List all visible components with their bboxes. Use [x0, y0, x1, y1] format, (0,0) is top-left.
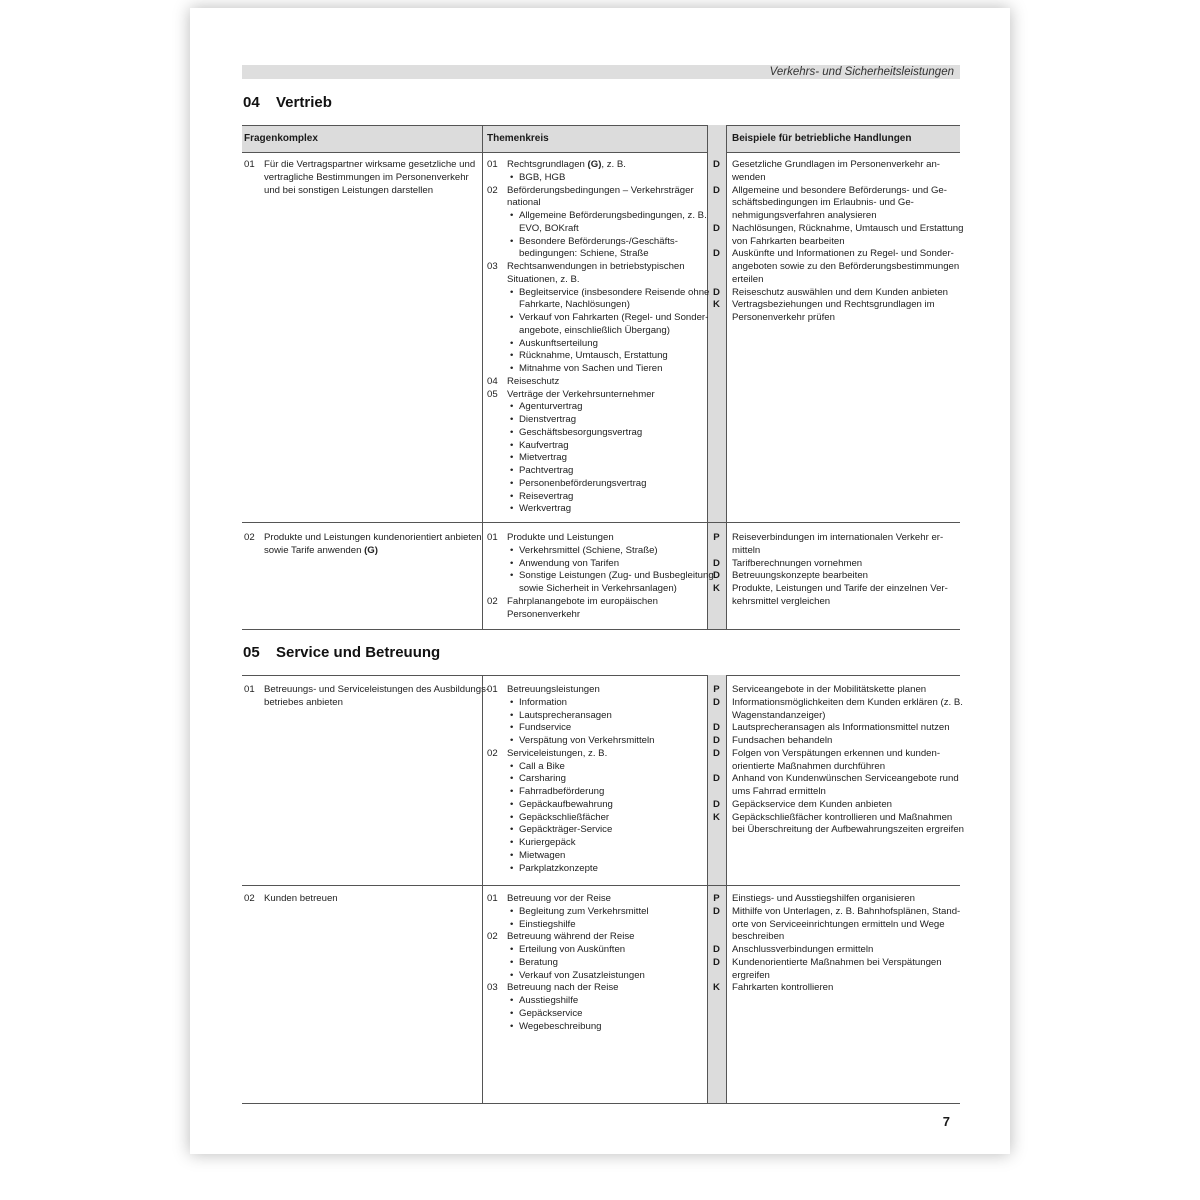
bullet-icon: •	[510, 171, 514, 183]
themen-bullet-item: • Verkehrsmittel (Schiene, Straße)	[510, 544, 658, 556]
competence-letter	[707, 172, 726, 185]
competence-letter	[707, 274, 726, 287]
beispiel-line: wenden	[732, 171, 766, 183]
competence-letter: K	[713, 299, 720, 311]
themen-item: 05 Verträge der Verkehrsunternehmer	[487, 388, 655, 400]
section-number: 04	[243, 94, 260, 111]
frage-line	[244, 532, 480, 545]
beispiel-line: Reiseschutz auswählen und dem Kunden anbieten	[732, 286, 949, 298]
bullet-icon: •	[510, 286, 514, 298]
beispiel-line: Reiseverbindungen im internationalen Verkehr er-	[732, 532, 944, 543]
beispiele-cell	[732, 893, 961, 995]
themen-cell	[487, 893, 705, 1033]
bullet-icon: •	[510, 337, 514, 349]
themen-bullet-item: • Besondere Beförderungs-/Geschäfts-	[510, 235, 678, 247]
themen-bullet-item: • Information	[510, 696, 567, 708]
themen-bullet-item: • Mietvertrag	[510, 452, 567, 464]
bullet-icon: •	[510, 786, 514, 797]
bullet-icon: •	[510, 439, 514, 451]
beispiele-cell	[732, 159, 964, 325]
themen-cell	[487, 684, 705, 875]
themen-bullet-item: • Begleitservice (insbesondere Reisende ohne	[510, 286, 710, 298]
bullet-icon: •	[510, 969, 514, 981]
themen-item: 02 Betreuung während der Reise	[487, 931, 635, 943]
themen-item: 03 Betreuung nach der Reise	[487, 982, 619, 994]
themen-number: 01	[487, 684, 498, 695]
beispiel-line: Lautsprecheransagen als Informationsmittel nutzen	[732, 722, 950, 734]
themen-item: 01 Rechtsgrundlagen (G), z. B.	[487, 159, 626, 170]
bullet-icon: •	[510, 995, 514, 1006]
beispiel-line: Mithilfe von Unterlagen, z. B. Bahnhofsplänen, Stand-	[732, 905, 961, 917]
themen-item: 02 Serviceleistungen, z. B.	[487, 747, 608, 759]
frage-text: Kunden betreuen	[264, 893, 338, 904]
bullet-icon: •	[510, 824, 514, 836]
themen-bullet-item: • Gepäckaufbewahrung	[510, 798, 613, 810]
bullet-icon: •	[510, 477, 514, 489]
beispiel-line: Personenverkehr prüfen	[732, 312, 835, 323]
beispiel-line: angeboten sowie zu den Beförderungsbestimmungen	[732, 261, 960, 272]
competence-letter: K	[713, 982, 720, 994]
themen-number: 05	[487, 388, 498, 400]
competence-letters	[707, 893, 726, 995]
beispiel-line: Fahrkarten kontrollieren	[732, 982, 834, 994]
themen-item: 01 Produkte und Leistungen	[487, 532, 614, 543]
beispiel-line: Gepäckschließfächer kontrollieren und Maßnahmen	[732, 811, 953, 823]
themen-bullet-item: • Kaufvertrag	[510, 439, 569, 451]
beispiel-line: Einstiegs- und Ausstiegshilfen organisieren	[732, 893, 915, 904]
themen-bullet-item: • Geschäftsbesorgungsvertrag	[510, 426, 643, 438]
themen-bullet-item: • Lautsprecheransagen	[510, 709, 612, 721]
competence-letter: D	[713, 159, 720, 170]
themen-bullet-item: • Call a Bike	[510, 760, 565, 772]
bullet-icon: •	[510, 452, 514, 464]
themen-bullet-item: • Wegebeschreibung	[510, 1020, 602, 1032]
themen-item: 02 Beförderungsbedingungen – Verkehrsträger	[487, 184, 694, 196]
section-heading: Vertrieb	[276, 94, 332, 111]
themen-bullet-item: • Gepäckträger-Service	[510, 824, 613, 836]
themen-bullet-item: • Gepäckservice	[510, 1007, 583, 1019]
competence-letter	[707, 786, 726, 799]
table-service	[242, 675, 964, 1103]
beispiel-line: Nachlösungen, Rücknahme, Umtausch und Erstattung	[732, 222, 964, 234]
themen-bullet-item: • Anwendung von Tarifen	[510, 557, 620, 569]
beispiel-line: Kundenorientierte Maßnahmen bei Verspätungen	[732, 956, 942, 968]
themen-bullet-item: • Begleitung zum Verkehrsmittel	[510, 905, 649, 917]
table-bottom-rule	[242, 629, 960, 630]
header-fragenkomplex: Fragenkomplex	[244, 133, 318, 144]
competence-letters	[707, 159, 726, 312]
themen-bullet-item: • Dienstvertrag	[510, 414, 577, 425]
row-divider	[242, 885, 960, 886]
competence-letter: D	[713, 747, 720, 759]
frage-cell	[244, 893, 480, 906]
themen-bullet-item: • Beratung	[510, 956, 558, 968]
themen-cell	[487, 532, 714, 621]
themen-continuation: EVO, BOKraft	[519, 222, 579, 234]
competence-letter: D	[713, 735, 720, 746]
competence-letter	[707, 261, 726, 274]
bullet-icon: •	[510, 709, 514, 721]
competence-letter: D	[713, 557, 720, 569]
themen-bullet-item: • Reisevertrag	[510, 490, 574, 502]
beispiel-line: mitteln	[732, 544, 761, 556]
themen-number: 01	[487, 893, 498, 904]
competence-letter	[707, 210, 726, 223]
competence-letter: P	[713, 532, 720, 543]
themen-number: 02	[487, 184, 498, 196]
frage-text: Produkte und Leistungen kundenorientiert anbieten	[264, 532, 482, 543]
bullet-icon: •	[510, 570, 514, 582]
beispiel-line: bei Überschreitung der Aufbewahrungszeiten ergreifen	[732, 824, 964, 836]
themen-number: 01	[487, 159, 498, 170]
competence-letter: K	[713, 583, 720, 594]
beispiel-line: schäftsbedingungen im Erlaubnis- und Ge-	[732, 197, 914, 209]
themen-number: 03	[487, 982, 498, 994]
frage-line	[244, 185, 480, 198]
themen-bullet-item: • BGB, HGB	[510, 171, 566, 183]
beispiel-line: Informationsmöglichkeiten dem Kunden erklären (z. B.	[732, 696, 963, 708]
themen-bullet-item: • Mietwagen	[510, 849, 566, 861]
beispiel-line: Auskünfte und Informationen zu Regel- und Sonder-	[732, 248, 954, 260]
themen-item: 02 Fahrplanangebote im europäischen	[487, 595, 658, 607]
themen-bullet-item: • Sonstige Leistungen (Zug- und Busbegleitung	[510, 570, 714, 582]
frage-text: und bei sonstigen Leistungen darstellen	[264, 184, 434, 196]
beispiel-line: Tarifberechnungen vornehmen	[732, 557, 863, 569]
themen-bullet-item: • Werkvertrag	[510, 503, 572, 515]
bullet-icon: •	[510, 235, 514, 247]
beispiel-line: erteilen	[732, 273, 764, 285]
beispiel-line: Gepäckservice dem Kunden anbieten	[732, 798, 892, 810]
competence-letter: D	[713, 905, 720, 917]
beispiel-line: nehmigungsverfahren analysieren	[732, 210, 877, 221]
competence-letter: D	[713, 722, 720, 734]
competence-letter: D	[713, 184, 720, 196]
frage-number: 02	[244, 532, 255, 543]
themen-bullet-item: • Ausstiegshilfe	[510, 995, 579, 1006]
competence-letter	[707, 197, 726, 210]
frage-text: Für die Vertragspartner wirksame gesetzliche und	[264, 159, 476, 170]
table-bottom-rule	[242, 1103, 960, 1104]
beispiele-cell	[732, 684, 964, 837]
competence-letter: D	[713, 956, 720, 968]
bullet-icon: •	[510, 918, 514, 930]
themen-bullet-item: • Parkplatzkonzepte	[510, 862, 598, 874]
themen-bullet-item: • Auskunftserteilung	[510, 337, 598, 349]
themen-continuation: bedingungen: Schiene, Straße	[519, 248, 649, 260]
themen-bullet-item: • Rücknahme, Umtausch, Erstattung	[510, 350, 668, 362]
themen-item: 01 Betreuung vor der Reise	[487, 893, 611, 904]
bullet-icon: •	[510, 1020, 514, 1032]
bullet-icon: •	[510, 414, 514, 425]
bullet-icon: •	[510, 956, 514, 968]
frage-number: 02	[244, 893, 255, 904]
frage-text: sowie Tarife anwenden (G)	[264, 544, 378, 556]
bullet-icon: •	[510, 490, 514, 502]
frage-number: 01	[244, 159, 255, 170]
frage-text: vertragliche Bestimmungen im Personenverkehr	[264, 171, 469, 183]
competence-letter: D	[713, 773, 720, 785]
beispiel-line: Anhand von Kundenwünschen Serviceangebote rund	[732, 773, 959, 785]
themen-number: 02	[487, 747, 498, 759]
themen-number: 02	[487, 595, 498, 607]
bullet-icon: •	[510, 735, 514, 746]
g-marker: (G)	[587, 159, 602, 170]
g-marker: (G)	[364, 544, 378, 556]
competence-letter: D	[713, 570, 720, 582]
themen-number: 01	[487, 532, 498, 543]
themen-bullet-item: • Pachtvertrag	[510, 465, 574, 476]
themen-continuation: Situationen, z. B.	[507, 273, 580, 285]
frage-cell	[244, 532, 480, 558]
header-themenkreis: Themenkreis	[487, 133, 549, 144]
competence-letter	[707, 970, 726, 983]
beispiel-line: orientierte Maßnahmen durchführen	[732, 760, 886, 772]
themen-bullet-item: • Verkauf von Zusatzleistungen	[510, 969, 645, 981]
frage-line	[244, 684, 490, 697]
header-beispiele: Beispiele für betriebliche Handlungen	[732, 133, 912, 144]
themen-bullet-item: • Einstiegshilfe	[510, 918, 576, 930]
bullet-icon: •	[510, 401, 514, 413]
beispiel-line: Folgen von Verspätungen erkennen und kunden-	[732, 747, 941, 759]
bullet-icon: •	[510, 1007, 514, 1019]
bullet-icon: •	[510, 312, 514, 323]
section-title-05	[243, 644, 440, 661]
beispiel-line: Wagenstandanzeiger)	[732, 709, 826, 721]
competence-letter: D	[713, 286, 720, 298]
bullet-icon: •	[510, 557, 514, 569]
frage-line	[244, 172, 480, 185]
competence-letter: P	[713, 893, 720, 904]
beispiel-line: Allgemeine und besondere Beförderungs- und Ge-	[732, 184, 947, 196]
themen-number: 04	[487, 375, 498, 387]
bullet-icon: •	[510, 849, 514, 861]
competence-letters	[707, 684, 726, 824]
bullet-icon: •	[510, 905, 514, 917]
themen-continuation: Personenverkehr	[507, 608, 581, 620]
themen-item: 03 Rechtsanwendungen in betriebstypischen	[487, 261, 685, 272]
beispiel-line: Fundsachen behandeln	[732, 735, 833, 746]
beispiel-line: beschreiben	[732, 931, 785, 943]
themen-cell	[487, 159, 710, 516]
themen-number: 03	[487, 261, 498, 272]
themen-item: 01 Betreuungsleistungen	[487, 684, 600, 695]
bullet-icon: •	[510, 696, 514, 708]
competence-letter	[707, 710, 726, 723]
bullet-icon: •	[510, 363, 514, 374]
competence-letter: D	[713, 798, 720, 810]
themen-bullet-item: • Fahrradbeförderung	[510, 786, 605, 797]
beispiel-line: Anschlussverbindungen ermitteln	[732, 944, 874, 955]
frage-text: betriebes anbieten	[264, 696, 343, 708]
section-heading: Service und Betreuung	[276, 644, 441, 661]
bullet-icon: •	[510, 210, 514, 221]
beispiel-line: Produkte, Leistungen und Tarife der einzelnen Ver-	[732, 583, 948, 594]
bullet-icon: •	[510, 760, 514, 772]
bullet-icon: •	[510, 944, 514, 955]
competence-letter: P	[713, 684, 720, 695]
themen-continuation: sowie Sicherheit in Verkehrsanlagen)	[519, 583, 677, 594]
themen-bullet-item: • Mitnahme von Sachen und Tieren	[510, 363, 663, 374]
bullet-icon: •	[510, 544, 514, 556]
bullet-icon: •	[510, 773, 514, 785]
beispiel-line: Vertragsbeziehungen und Rechtsgrundlagen im	[732, 299, 935, 311]
frage-text: Betreuungs- und Serviceleistungen des Ausbildungs-	[264, 684, 490, 695]
page-number: 7	[942, 1114, 950, 1129]
competence-letter: D	[713, 944, 720, 955]
competence-letter: D	[713, 222, 720, 234]
competence-letter	[707, 919, 726, 932]
themen-bullet-item: • Carsharing	[510, 773, 566, 785]
frage-line	[244, 545, 480, 558]
frage-number: 01	[244, 684, 255, 695]
bullet-icon: •	[510, 426, 514, 438]
themen-item: 04 Reiseschutz	[487, 375, 560, 387]
themen-bullet-item: • Allgemeine Beförderungsbedingungen, z. B.	[510, 210, 707, 221]
competence-letter	[707, 761, 726, 774]
table-vertrieb	[242, 125, 964, 630]
competence-letter	[707, 931, 726, 944]
themen-bullet-item: • Erteilung von Auskünften	[510, 944, 626, 955]
beispiel-line: Gesetzliche Grundlagen im Personenverkehr an-	[732, 159, 940, 170]
frage-cell	[244, 684, 490, 710]
bullet-icon: •	[510, 465, 514, 476]
competence-letters	[707, 532, 726, 596]
beispiel-line: ergreifen	[732, 969, 770, 981]
frage-line	[244, 159, 480, 172]
column-divider	[726, 675, 727, 1103]
bullet-icon: •	[510, 811, 514, 823]
bullet-icon: •	[510, 798, 514, 810]
frage-line	[244, 697, 480, 710]
frage-line	[244, 893, 480, 906]
frage-cell	[244, 159, 480, 197]
themen-bullet-item: • Verkauf von Fahrkarten (Regel- und Sonder-	[510, 312, 709, 323]
themen-bullet-item: • Gepäckschließfächer	[510, 811, 610, 823]
table-top-rule	[242, 675, 960, 676]
competence-letter	[707, 545, 726, 558]
running-head: Verkehrs- und Sicherheitsleistungen	[242, 65, 960, 79]
beispiel-line: kehrsmittel vergleichen	[732, 595, 831, 607]
beispiel-line: Serviceangebote in der Mobilitätskette planen	[732, 684, 927, 695]
column-divider	[482, 125, 483, 630]
beispiele-cell	[732, 532, 958, 609]
beispiel-line: orte von Serviceeinrichtungen ermitteln und Wege	[732, 918, 945, 930]
themen-number: 02	[487, 931, 498, 943]
themen-bullet-item: • Kuriergepäck	[510, 837, 576, 848]
bullet-icon: •	[510, 350, 514, 362]
themen-bullet-item: • Fundservice	[510, 722, 572, 734]
competence-letter	[707, 236, 726, 249]
competence-letter: D	[713, 248, 720, 260]
beispiel-line: Betreuungskonzepte bearbeiten	[732, 570, 869, 582]
themen-continuation: national	[507, 197, 541, 209]
themen-bullet-item: • Verspätung von Verkehrsmitteln	[510, 735, 655, 746]
themen-bullet-item: • Agenturvertrag	[510, 401, 583, 413]
row-divider	[242, 522, 960, 523]
table-header	[242, 125, 960, 153]
beispiel-line: ums Fahrrad ermitteln	[732, 786, 826, 797]
competence-letter: D	[713, 696, 720, 708]
document-page	[190, 8, 1010, 1154]
column-divider	[482, 675, 483, 1103]
themen-continuation: angebote, einschließlich Übergang)	[519, 324, 670, 336]
column-divider	[726, 125, 727, 630]
competence-letter: K	[713, 811, 720, 823]
section-number: 05	[243, 644, 260, 661]
themen-bullet-item: • Personenbeförderungsvertrag	[510, 477, 647, 489]
bullet-icon: •	[510, 837, 514, 848]
beispiel-line: von Fahrkarten bearbeiten	[732, 235, 845, 247]
themen-continuation: Fahrkarte, Nachlösungen)	[519, 299, 630, 311]
bullet-icon: •	[510, 503, 514, 515]
bullet-icon: •	[510, 862, 514, 874]
section-title-04	[243, 94, 332, 111]
bullet-icon: •	[510, 722, 514, 734]
